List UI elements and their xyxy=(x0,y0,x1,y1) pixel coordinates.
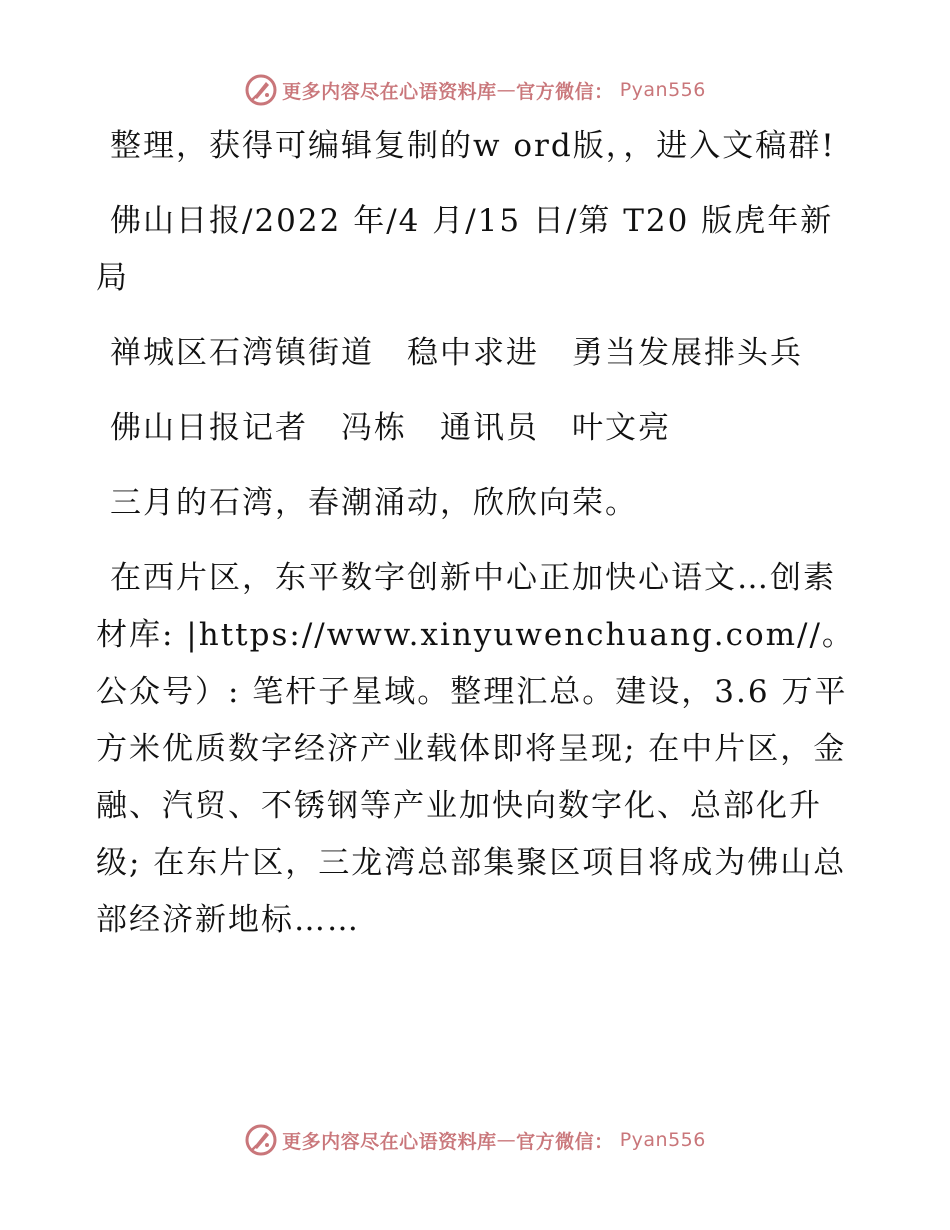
paragraph-intro: 整理，获得可编辑复制的w ord版，，进入文稿群! xyxy=(110,128,836,164)
document-body xyxy=(96,118,856,967)
article-headline: 禅城区石湾镇街道 稳中求进 勇当发展排头兵 xyxy=(110,335,803,371)
watermark-label: 官方微信： xyxy=(516,1130,614,1153)
watermark-main-text: 更多内容尽在心语资料库 xyxy=(282,1130,497,1153)
paragraph-source: 佛山日报/2022 年/4 月/15 日/第 T20 版虎年新局 xyxy=(96,203,834,296)
paragraph-lead: 三月的石湾，春潮涌动，欣欣向荣。 xyxy=(110,485,638,521)
paragraph-body: 在西片区，东平数字创新中心正加快心语文…创素材库: |https://www.xinyuwenchuang.com//。公众号）: 笔杆子星域。整理汇总。建设，3.6 万平方米优质数字经济产业载体即将呈现; 在中片区，金融、汽贸、不锈钢等产业加快向数字化、总部化升级; 在东片区，三龙湾总部集聚区项目将成为佛山总部经济新地标…… xyxy=(96,560,855,938)
quill-logo-icon xyxy=(244,1123,278,1157)
footer-watermark xyxy=(0,1120,950,1160)
article-byline: 佛山日报记者 冯栋 通讯员 叶文亮 xyxy=(110,410,671,446)
quill-logo-icon xyxy=(244,73,278,107)
watermark-dash: — xyxy=(496,1129,517,1151)
watermark-dash: — xyxy=(496,79,517,101)
watermark-label: 官方微信： xyxy=(516,80,614,103)
header-watermark xyxy=(0,70,950,110)
watermark-wechat-id: Pyan556 xyxy=(619,1129,706,1151)
watermark-main-text: 更多内容尽在心语资料库 xyxy=(282,80,497,103)
watermark-wechat-id: Pyan556 xyxy=(619,79,706,101)
